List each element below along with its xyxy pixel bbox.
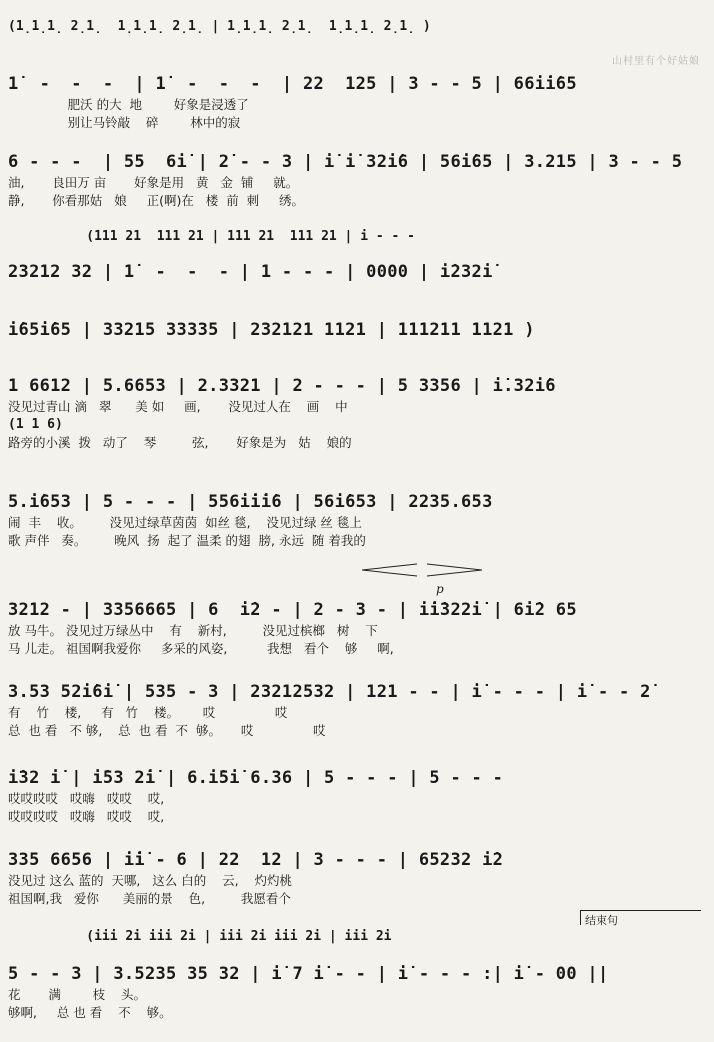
system-11-lyric-2: 够啊, 总 也 看 不 够。	[8, 1005, 172, 1020]
system-7-lyric-1: 放 马牛。 没见过万绿丛中 有 新村, 没见过槟榔 树 下	[8, 623, 378, 638]
system-11-interlude: (iii 2i iii 2i | iii 2i iii 2i | iii 2i	[8, 929, 392, 944]
intro-notes: (1̣1̣1̣ 2̣1̣ 1̣1̣1̣ 2̣1̣ | 1̣1̣1̣ 2̣1̣ 1̣1̣1̣ 2̣1̣ )	[8, 19, 431, 34]
system-2-lyric-1: 油, 良田万 亩 好象是用 黄 金 铺 就。	[8, 175, 299, 190]
system-7-notes: 3212 - | 3356665 | 6 i̇2 - | 2 - 3 - | i̇i̇322i̇ | 6i̇2 65	[8, 600, 577, 620]
system-10-lyric-1: 没见过 这么 蓝的 天哪, 这么 白的 云, 灼灼桃	[8, 873, 293, 888]
system-9-notes: i̇32 i̇ | i̇53 2̇i̇ | 6.i̇5i̇ 6.36 | 5 - - - | 5 - - -	[8, 768, 504, 788]
system-8-lyric-2: 总 也 看 不 够, 总 也 看 不 够。 哎 哎	[8, 723, 326, 738]
system-4-notes: i̇65i̇65 | 33215 33335 | 232121 1121 | 111211 1121 )	[8, 320, 535, 340]
system-5-variant: (1 1 6)	[8, 417, 63, 432]
system-5-lyric-1: 没见过青山 滴 翠 美 如 画, 没见过人在 画 中	[8, 399, 348, 414]
system-3-interlude: (111 21 111 21 | 111 21 111 21 | i - - -	[8, 229, 415, 244]
system-2-notes: 6 - - - | 55 6i̇ | 2̇ - - 3 | i̇ i̇ 32i̇6 | 56i̇65 | 3.215 | 3 - - 5	[8, 152, 683, 172]
system-6-lyric-2: 歌 声伴 奏。 晚风 扬 起了 温柔 的翅 膀, 永远 随 着我的	[8, 533, 366, 548]
system-9	[8, 766, 708, 826]
system-5-lyric-2: 路旁的小溪 拨 动了 琴 弦, 好象是为 姑 娘的	[8, 435, 352, 450]
system-10-lyric-2: 祖国啊,我 爱你 美丽的景 色, 我愿看个	[8, 891, 291, 906]
dynamic-piano: p	[436, 582, 444, 596]
system-9-lyric-1: 哎哎哎哎 哎嗨 哎哎 哎,	[8, 791, 165, 806]
system-8	[8, 680, 708, 740]
system-3-notes: 23212 32 | 1̇ - - - | 1 - - - | 0000 | i̇232i̇	[8, 262, 493, 282]
system-10-notes: 335 6656 | i̇i̇ - 6 | 22 12 | 3 - - - | 65232 i̇2	[8, 850, 504, 870]
system-1	[8, 72, 708, 132]
system-6-lyric-1: 闹 丰 收。 没见过绿草茵茵 如丝 毯, 没见过绿 丝 毯上	[8, 515, 362, 530]
crescendo-decrescendo-mark	[362, 562, 482, 578]
ending-bracket	[580, 910, 701, 925]
system-11-lyric-1: 花 满 枝 头。	[8, 987, 146, 1002]
system-7	[8, 598, 708, 658]
system-2	[8, 150, 708, 210]
system-7-lyric-2: 马 儿走。 祖国啊我爱你 多采的风姿, 我想 看个 够 啊,	[8, 641, 394, 656]
system-5	[8, 374, 708, 452]
system-9-lyric-2: 哎哎哎哎 哎嗨 哎哎 哎,	[8, 809, 165, 824]
system-1-notes: 1̇ - - - | 1̇ - - - | 22 125 | 3 - - 5 | 66i̇i̇65	[8, 74, 577, 94]
system-2-lyric-2: 静, 你看那姑 娘 正(啊)在 楼 前 刺 绣。	[8, 193, 305, 208]
system-1-lyric-2: 别让马铃敲 碎 林中的寂	[8, 115, 241, 130]
system-10	[8, 848, 708, 908]
system-5-notes: 1 6612 | 5.6653 | 2.3321 | 2 - - - | 5 3356 | i̇.32i̇6	[8, 376, 556, 396]
intro-system	[8, 18, 708, 36]
system-6	[8, 490, 708, 550]
system-11-notes: 5 - - 3 | 3.5235 35 32 | i̇ 7 i̇ - - | i̇ - - - :| i̇ - 00 ||	[8, 964, 609, 984]
system-8-lyric-1: 有 竹 楼, 有 竹 楼。 哎 哎	[8, 705, 288, 720]
system-3	[8, 228, 708, 284]
system-4	[8, 318, 708, 342]
faint-background-title: 山村里有个好姑娘	[612, 56, 700, 67]
system-1-lyric-1: 肥沃 的大 地 好象是浸透了	[8, 97, 249, 112]
system-11	[8, 928, 708, 1022]
system-6-notes: 5.i̇653 | 5 - - - | 556i̇i̇i̇6 | 56i̇653 | 2235.653	[8, 492, 493, 512]
ending-label: 结束句	[585, 914, 618, 927]
system-8-notes: 3.53 52i̇6i̇ | 535 - 3 | 23212532 | 121 - - | i̇ - - - | i̇ - - 2̇	[8, 682, 651, 702]
